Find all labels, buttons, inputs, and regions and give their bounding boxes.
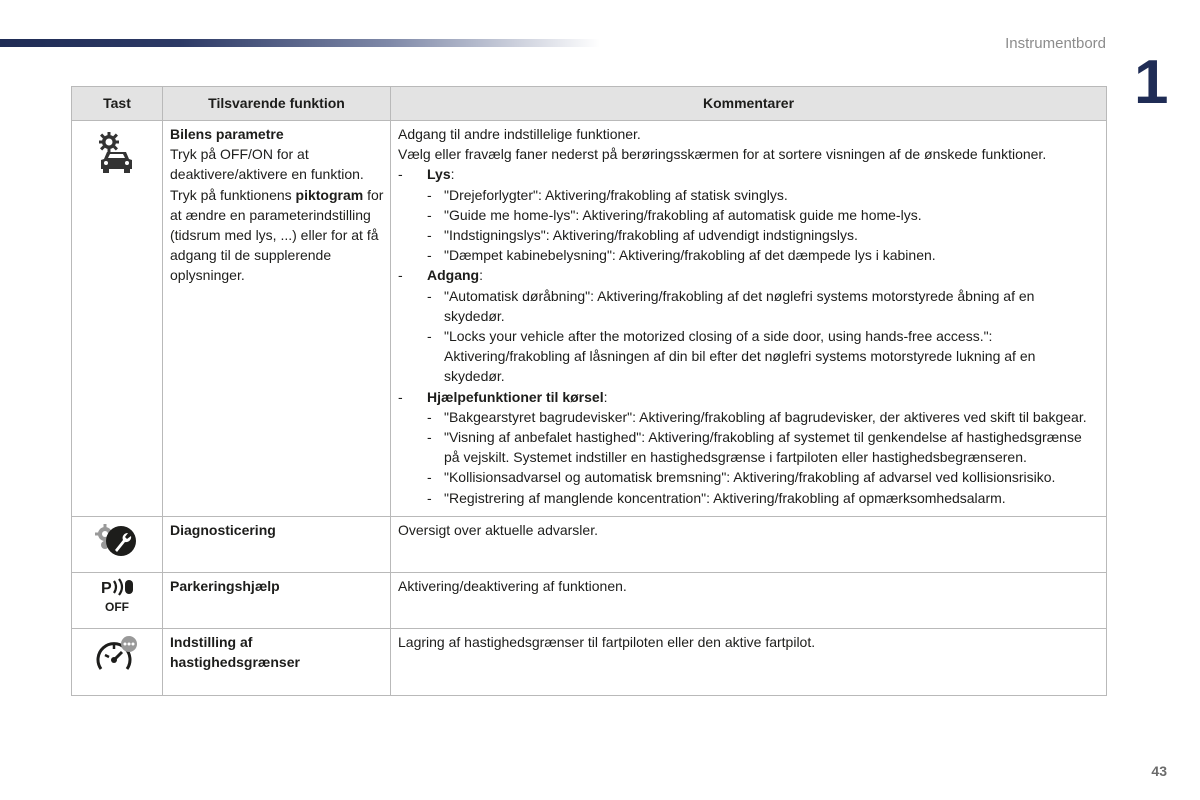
list-item: - "Bakgearstyret bagrudevisker": Aktivering/frakobling af bagrudevisker, der aktiveres ved skift til bakgear. (427, 408, 1087, 425)
group-heading: - Adgang: (398, 267, 483, 284)
key-cell (72, 121, 163, 517)
car-settings-icon (97, 131, 137, 182)
table-row (72, 628, 1107, 695)
list-item: - "Indstigningslys": Aktivering/frakobling af udvendigt indstigningslys. (427, 227, 858, 244)
function-table (71, 86, 1107, 696)
comment-text: Adgang til andre indstillelige funktioner. (398, 126, 641, 142)
function-cell (163, 628, 391, 695)
key-cell (72, 628, 163, 695)
header-comments: Kommentarer (391, 87, 1107, 121)
header-key: Tast (72, 87, 163, 121)
list-item: - "Registrering af manglende koncentration": Aktivering/frakobling af opmærksomhedsalarm. (427, 489, 1006, 506)
table-row (72, 516, 1107, 572)
function-title: Diagnosticering (170, 521, 276, 538)
comment-cell (391, 121, 1107, 517)
parking-off-label: OFF (105, 599, 129, 614)
speed-limit-settings-icon (95, 635, 139, 680)
comment-cell (391, 516, 1107, 572)
table-header-row (72, 87, 1107, 121)
key-cell (72, 572, 163, 628)
table-row (72, 121, 1107, 517)
function-cell (163, 516, 391, 572)
group-heading: - Lys: (398, 166, 455, 183)
key-cell (72, 516, 163, 572)
comment-text: Vælg eller fravælg faner nederst på berøringsskærmen for at sortere visningen af de ønskede funktioner. (398, 146, 1047, 163)
comment-text: Aktivering/deaktivering af funktionen. (398, 577, 627, 594)
parking-sensor-off-icon (97, 577, 137, 620)
list-item: - "Drejeforlygter": Aktivering/frakobling af statisk svinglys. (427, 186, 788, 203)
group-heading: - Hjælpefunktioner til kørsel: (398, 388, 608, 405)
list-item: - "Automatisk døråbning": Aktivering/frakobling af det nøglefri systems motorstyrede åbning af en skydedør. (427, 287, 1035, 324)
function-title: Parkeringshjælp (170, 577, 280, 594)
function-cell (163, 572, 391, 628)
chapter-number: 1 (1134, 48, 1169, 117)
section-title: Instrumentbord (1005, 35, 1106, 52)
page-number: 43 (1151, 763, 1167, 779)
table-row (72, 572, 1107, 628)
comment-cell (391, 628, 1107, 695)
function-text: Tryk på OFF/ON for at deaktivere/aktivere en funktion. (170, 146, 364, 183)
comment-cell (391, 572, 1107, 628)
list-item: - "Locks your vehicle after the motorized closing of a side door, using hands-free access.": Aktivering/frakobling af låsningen af din bil efter det nøglefri systems motorstyrede lukning af en skydedør. (427, 328, 1036, 385)
function-text: Tryk på funktionens piktogram for at ændre en parameterindstilling (tidsrum med lys, ...) eller for at få adgang til de supplerende oplysninger. (170, 186, 384, 284)
function-cell (163, 121, 391, 517)
diagnostic-wrench-icon (94, 523, 140, 562)
comment-text: Lagring af hastighedsgrænser til fartpiloten eller den aktive fartpilot. (398, 633, 816, 650)
header-gradient-bar (0, 39, 600, 47)
list-item: - "Guide me home-lys": Aktivering/frakobling af automatisk guide me home-lys. (427, 206, 922, 223)
header-function: Tilsvarende funktion (163, 87, 391, 121)
svg-text:P: P (101, 579, 112, 597)
list-item: - "Visning af anbefalet hastighed": Aktivering/frakobling af systemet til genkendelse af hastighedsgrænse på vejskilt. Systemet indstiller en hastighedsgrænse i fartpiloten eller hastighedsbegrænseren. (427, 429, 1082, 466)
function-keyword: piktogram (295, 186, 364, 203)
function-title: Indstilling af hastighedsgrænser (170, 633, 300, 671)
function-title: Bilens parametre (170, 126, 284, 142)
list-item: - "Kollisionsadvarsel og automatisk bremsning": Aktivering/frakobling af advarsel ved kollisionsrisiko. (427, 469, 1056, 486)
comment-text: Oversigt over aktuelle advarsler. (398, 521, 598, 538)
list-item: - "Dæmpet kabinebelysning": Aktivering/frakobling af det dæmpede lys i kabinen. (427, 247, 936, 264)
